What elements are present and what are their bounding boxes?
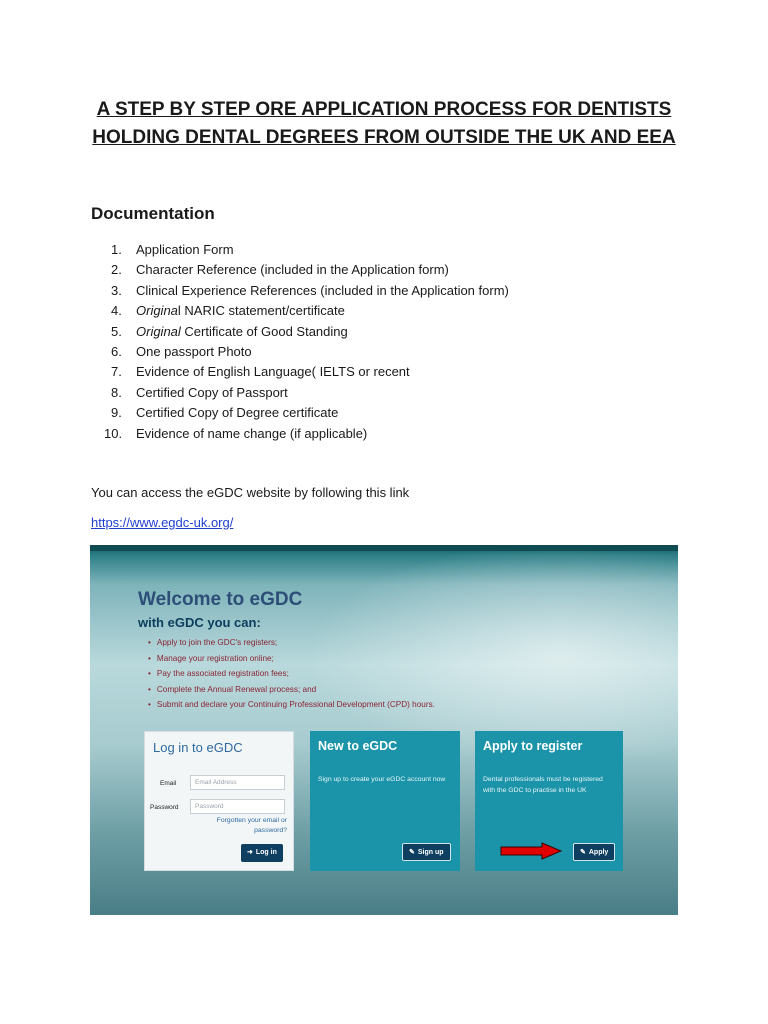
sign-up-button-label: Sign up: [417, 849, 444, 856]
list-item: [91, 281, 509, 301]
list-item: [91, 383, 509, 403]
documentation-list: [91, 240, 509, 444]
features-list: [148, 635, 435, 713]
pencil-icon: ✎: [580, 849, 586, 856]
item-text: Certificate of Good Standing: [180, 323, 348, 339]
login-button-label: Log in: [255, 849, 277, 856]
item-text: Certified Copy of Passport: [136, 384, 288, 400]
item-text: l NARIC statement/certificate: [177, 303, 345, 319]
item-italic: Original: [136, 323, 181, 339]
item-italic: Origina: [136, 303, 178, 319]
item-text: Certified Copy of Degree certificate: [136, 405, 339, 421]
item-number: 7.: [111, 364, 122, 380]
new-description: Sign up to create your eGDC account now: [318, 776, 446, 783]
title-line-1: A STEP BY STEP ORE APPLICATION PROCESS FOR DENTISTS: [96, 99, 672, 120]
list-item: • Apply to join the GDC's registers;: [148, 635, 435, 651]
access-instructions: You can access the eGDC website by following this link: [91, 485, 410, 500]
egdc-link[interactable]: https://www.egdc-uk.org/: [91, 515, 234, 530]
list-item: • Submit and declare your Continuing Professional Development (CPD) hours.: [148, 697, 435, 713]
list-item: [91, 342, 509, 362]
pencil-icon: ✎: [409, 849, 415, 856]
item-text: Application Form: [136, 242, 234, 257]
item-number: 4.: [111, 303, 122, 319]
item-number: 9.: [111, 405, 122, 421]
header-band: [90, 545, 678, 551]
list-item: [91, 362, 509, 382]
password-label: Password: [150, 804, 179, 811]
email-label: Email: [160, 780, 177, 787]
sign-in-icon: ➜: [247, 849, 253, 856]
item-number: 1.: [111, 242, 122, 257]
item-number: 10.: [104, 425, 123, 441]
list-item: • Manage your registration online;: [148, 651, 435, 667]
red-arrow-icon: [500, 842, 562, 860]
item-number: 2.: [111, 262, 122, 278]
email-field[interactable]: [190, 775, 285, 790]
item-text: Evidence of name change (if applicable): [136, 425, 368, 441]
apply-title: Apply to register: [483, 739, 583, 753]
item-number: 5.: [111, 323, 122, 339]
item-number: 3.: [111, 282, 122, 298]
list-item: [91, 260, 509, 280]
login-button[interactable]: [241, 844, 283, 862]
apply-button-label: Apply: [588, 849, 609, 856]
list-item: [91, 403, 509, 423]
features-subheading: with eGDC you can:: [138, 615, 261, 630]
item-text: Character Reference (included in the Application form): [136, 262, 449, 278]
list-item: [91, 240, 509, 260]
welcome-heading: Welcome to eGDC: [138, 589, 303, 610]
new-title: New to eGDC: [318, 739, 398, 753]
title-line-2: HOLDING DENTAL DEGREES FROM OUTSIDE THE UK AND EEA: [92, 127, 676, 148]
password-field[interactable]: [190, 799, 285, 814]
list-item: • Pay the associated registration fees;: [148, 666, 435, 682]
new-account-card: [310, 731, 460, 871]
item-text: One passport Photo: [136, 343, 252, 359]
forgot-credentials-link[interactable]: Forgotten your email or password?: [216, 817, 287, 834]
document-title: [40, 96, 728, 152]
item-number: 8.: [111, 384, 122, 400]
list-item: [91, 322, 509, 342]
list-item: [91, 424, 509, 444]
egdc-screenshot: [90, 545, 678, 915]
sign-up-button[interactable]: [402, 843, 451, 861]
apply-description: Dental professionals must be registered with the GDC to practise in the UK: [483, 776, 603, 794]
apply-button[interactable]: [573, 843, 615, 861]
list-item: • Complete the Annual Renewal process; and: [148, 682, 435, 698]
documentation-heading: Documentation: [91, 204, 215, 223]
login-title: Log in to eGDC: [153, 740, 243, 755]
item-text: Clinical Experience References (included in the Application form): [136, 282, 509, 298]
apply-card: [475, 731, 623, 871]
login-card: [144, 731, 294, 871]
item-number: 6.: [111, 343, 122, 359]
list-item: [91, 301, 509, 321]
item-text: Evidence of English Language( IELTS or recent: [136, 364, 410, 380]
